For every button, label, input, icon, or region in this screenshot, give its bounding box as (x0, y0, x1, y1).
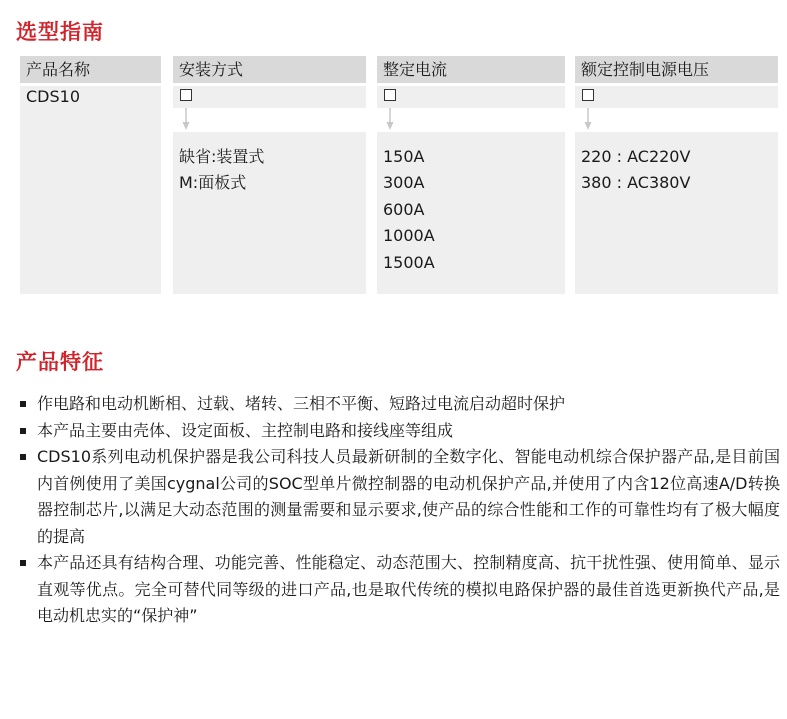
code-placeholder (575, 86, 778, 108)
column-header: 整定电流 (377, 56, 565, 83)
feature-text: CDS10系列电动机保护器是我公司科技人员最新研制的全数字化、智能电动机综合保护器产品,是目前国内首例使用了美国cygnal公司的SOC型单片微控制器的电动机保护产品,并使用了内含12位高速A/D转换器控制芯片,以满足大动态范围的测量需要和显示要求,使产品的综合性能和工作的可靠性均有了极大幅度的提高 (37, 447, 780, 546)
list-item (20, 391, 780, 418)
column-header: 额定控制电源电压 (575, 56, 778, 83)
blank-cell (20, 108, 161, 294)
arrow-zone (575, 108, 778, 132)
list-item (20, 444, 780, 550)
arrow-zone (173, 108, 366, 132)
selection-guide-title: 选型指南 (16, 20, 104, 44)
option-item: 150A (383, 147, 425, 166)
features-title: 产品特征 (16, 350, 104, 374)
option-item: 1000A (383, 226, 435, 246)
feature-list (20, 391, 780, 630)
code-placeholder (173, 86, 366, 108)
list-item (20, 418, 780, 445)
column-current (377, 56, 565, 294)
option-list (173, 132, 366, 294)
option-item: 600A (383, 199, 425, 219)
bullet-icon (20, 428, 26, 434)
option-item: 380 : AC380V (581, 173, 691, 193)
bullet-icon (20, 560, 26, 566)
column-voltage (575, 56, 778, 294)
option-list (377, 132, 565, 294)
column-header: 产品名称 (20, 56, 161, 83)
product-model: CDS10 (20, 86, 161, 108)
down-arrow-icon (584, 108, 592, 132)
arrow-zone (377, 108, 565, 132)
column-mounting (173, 56, 366, 294)
option-item: 300A (383, 173, 425, 193)
column-product-name (20, 56, 161, 294)
option-list (575, 132, 778, 294)
option-item: M:面板式 (179, 173, 247, 193)
feature-text: 本产品还具有结构合理、功能完善、性能稳定、动态范围大、控制精度高、抗干扰性强、使用简单、显示直观等优点。完全可替代同等级的进口产品,也是取代传统的模拟电路保护器的最佳首选更新换代产品,是电动机忠实的“保护神” (37, 553, 780, 625)
option-item: 缺省:装置式 (179, 147, 265, 166)
feature-text: 作电路和电动机断相、过载、堵转、三相不平衡、短路过电流启动超时保护 (37, 394, 566, 413)
feature-text: 本产品主要由壳体、设定面板、主控制电路和接线座等组成 (37, 420, 454, 440)
checkbox-square-icon (180, 89, 192, 101)
checkbox-square-icon (384, 89, 396, 101)
bullet-icon (20, 401, 26, 407)
option-item: 1500A (383, 252, 435, 272)
down-arrow-icon (386, 108, 394, 132)
column-header: 安装方式 (173, 56, 366, 83)
checkbox-square-icon (582, 89, 594, 101)
option-item: 220 : AC220V (581, 147, 691, 166)
bullet-icon (20, 454, 26, 460)
code-placeholder (377, 86, 565, 108)
list-item (20, 550, 780, 630)
down-arrow-icon (182, 108, 190, 132)
